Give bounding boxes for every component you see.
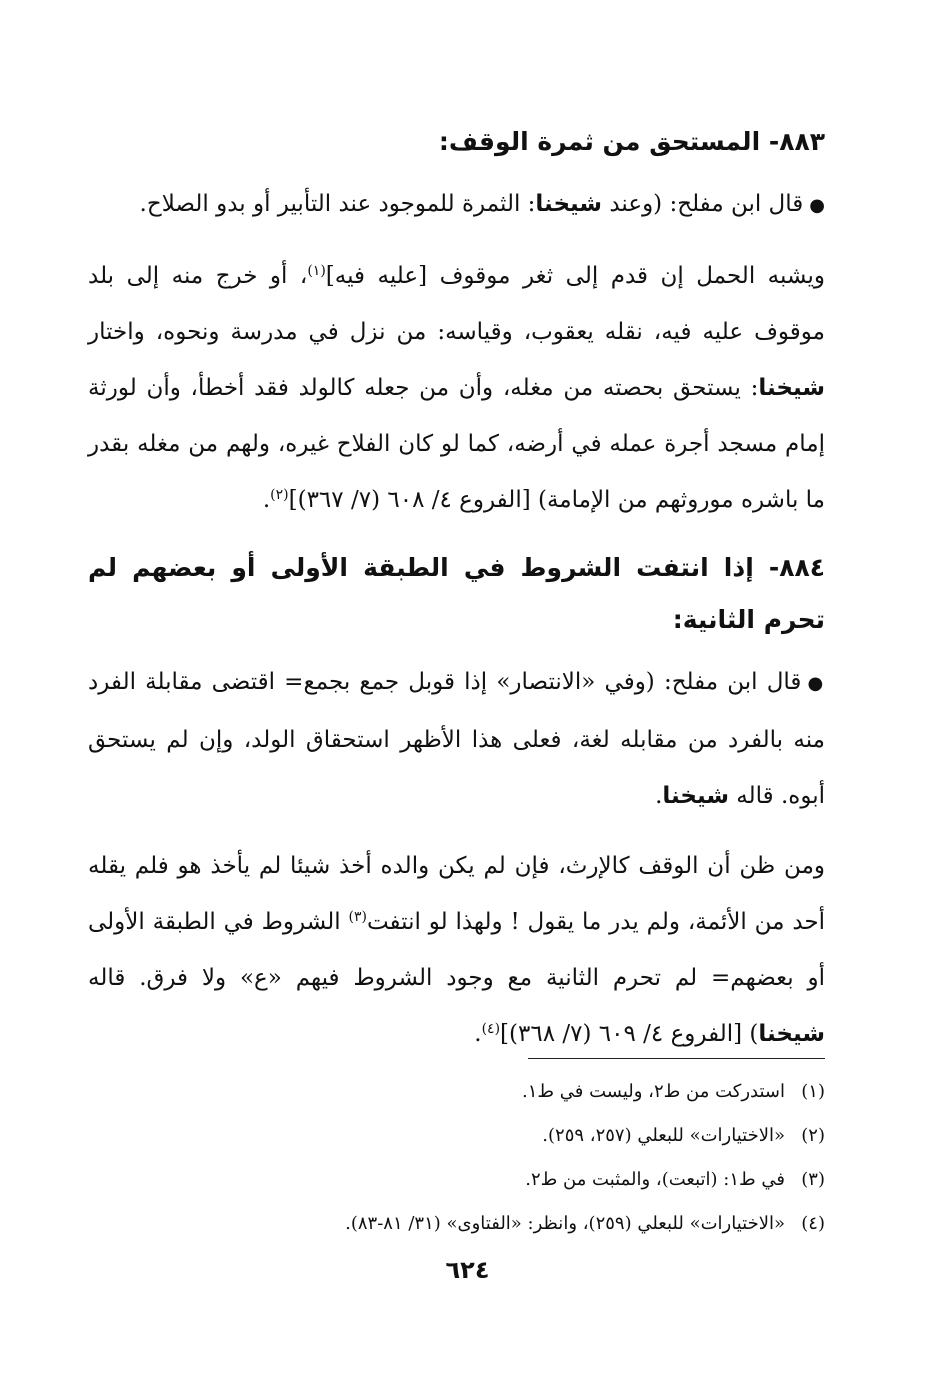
footnote xyxy=(88,1114,825,1158)
page-body xyxy=(88,116,825,1076)
footnote-text: «الاختيارات» للبعلي (٢٥٧، ٢٥٩). xyxy=(542,1125,785,1146)
paragraph xyxy=(88,176,825,234)
footnote-ref: (٤) xyxy=(481,1021,501,1037)
bullet-icon: ● xyxy=(809,195,825,216)
footnote-number: (٣) xyxy=(801,1169,825,1190)
paragraph xyxy=(88,654,825,824)
footnote-ref: (٢) xyxy=(270,487,289,503)
paragraph-text: : الثمرة للموجود عند التأبير أو بدو الصلاح. xyxy=(139,191,536,217)
paragraph-text: ومن ظن أن الوقف كالإرث، فإن لم يكن والده أخذ شيئا لم يأخذ هو فلم يقله أحد من الأئمة، ولم يدر ما يقول ! ولهذا لو انتفت xyxy=(88,853,825,935)
paragraph-text: ويشبه الحمل إن قدم إلى ثغر موقوف [عليه فيه] xyxy=(325,263,825,289)
paragraph-text: . xyxy=(474,1021,482,1047)
footnote-number: (٢) xyxy=(801,1125,825,1146)
footnote-text: «الاختيارات» للبعلي (٢٥٩)، وانظر: «الفتاوى» (٣١/ ٨١-٨٣). xyxy=(345,1213,785,1234)
footnote xyxy=(88,1202,825,1246)
paragraph-text: الشروط في الطبقة الأولى أو بعضهم= لم تحرم الثانية مع وجود الشروط فيهم «ع» ولا فرق. قاله xyxy=(88,909,825,991)
bold-term: شيخنا xyxy=(758,375,825,401)
paragraph-text: : يستحق بحصته من مغله، وأن من جعله كالولد فقد أخطأ، وأن لورثة إمام مسجد أجرة عمله في أرضه، كما لو كان الفلاح غيره، ولهم من مغله بقدر ما باشره موروثهم من الإمامة) [الفروع ٤/ ٦٠٨ (٧/ ٣٦٧)] xyxy=(88,375,825,513)
footnote xyxy=(88,1070,825,1114)
page-number: ٦٢٤ xyxy=(445,1256,490,1284)
paragraph-text: ) [الفروع ٤/ ٦٠٩ (٧/ ٣٦٨)] xyxy=(500,1021,759,1047)
footnote-text: استدركت من ط٢، وليست في ط١. xyxy=(522,1081,785,1102)
section-heading: ٨٨٤- إذا انتفت الشروط في الطبقة الأولى أو بعضهم لم تحرم الثانية: xyxy=(88,553,825,634)
footnotes xyxy=(88,1070,825,1246)
bold-term: شيخنا xyxy=(758,1021,825,1047)
footnote-number: (١) xyxy=(801,1081,825,1102)
bold-term: شيخنا xyxy=(535,191,603,217)
footnote-text: في ط١: (اتبعت)، والمثبت من ط٢. xyxy=(525,1169,785,1190)
paragraph-text: قال ابن مفلح: (وفي «الانتصار» إذا قوبل جمع بجمع= اقتضى مقابلة الفرد منه بالفرد من مقابله لغة، فعلى هذا الأظهر استحقاق الولد، وإن لم يستحق أبوه. قاله xyxy=(88,669,825,809)
paragraph-text: ، أو خرج منه إلى بلد موقوف عليه فيه، نقله يعقوب، وقياسه: من نزل في مدرسة ونحوه، واختار xyxy=(88,263,825,345)
footnote-number: (٤) xyxy=(801,1213,825,1234)
bullet-icon: ● xyxy=(807,673,825,694)
footnote-ref: (٣) xyxy=(348,909,367,925)
paragraph-text: . xyxy=(262,487,271,513)
bold-term: شيخنا xyxy=(662,783,729,809)
footnote xyxy=(88,1158,825,1202)
paragraph xyxy=(88,838,825,1062)
section-heading: ٨٨٣- المستحق من ثمرة الوقف: xyxy=(438,127,825,156)
paragraph-text: . xyxy=(655,783,663,809)
footnote-ref: (١) xyxy=(307,263,326,279)
paragraph-text: قال ابن مفلح: (وعند xyxy=(602,191,804,217)
paragraph xyxy=(88,248,825,528)
footnote-divider xyxy=(528,1058,825,1059)
